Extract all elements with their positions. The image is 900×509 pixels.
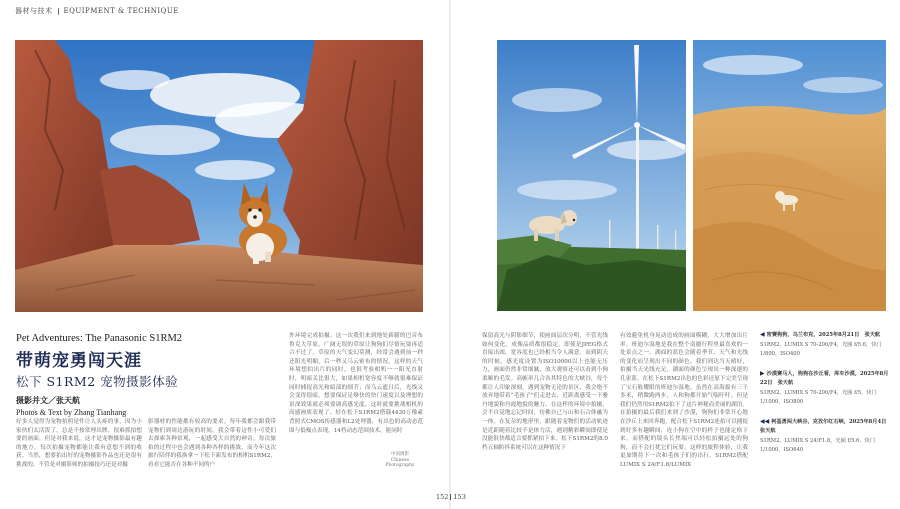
caption-2-detail: S1RM2，LUMIX S 70-200/F4，光圈 f/5，快门 1/1000，ISO800 <box>760 389 877 405</box>
canyon-corgi-photo <box>15 40 423 312</box>
page-number-right: 153 <box>453 493 466 501</box>
page-gutter <box>449 0 451 509</box>
body-column-1: 好多人觉得为宠物拍照是件让人头疼的事，因为小家伙们太活泼了，总是不按常理出牌，很难抓拍想要的画面。但是对我来说，这才是宠物摄影最有趣的地方。每次拍摄宠物都能让我有意想不到的收获。当然，想要拍出好的宠物摄影作品也还是很有挑战的，不管是对摄影师的拍摄技巧还是对摄 <box>16 419 142 468</box>
credit-en-1: Chinese <box>390 457 410 463</box>
body-column-3: 外环境完成拍摄。这一次我们来到地处新疆的巴音布鲁克大草原，广阔无垠的草原让狗狗们尽情玩耍再适合不过了。草原的天气变幻莫测，经常会遇到前一秒还阳光明媚，后一秒又乌云密布的情况，这样的天气环境想拍出片的同时，也很考验相机一一阳光直射时，明暗关比很大，如果相机宽容度不够就很难保证同时捕捉高光和暗部的细节；而乌云遮日后，光线又会变得很暗，想要保证足够快的快门速度以及理想的景深效果就必须要调高感光度，这时就要挑战相机的高感画质表现了。好在松下S1RM2搭载4430万像素背照式CMOS传感器和L2处理器，有出色的高动态范围与低噪点表现，14档动态范围技术，能同时 <box>289 333 423 434</box>
folio-divider <box>450 494 451 500</box>
caption-2-head: 沙漠赛马人，狗狗在沙丘看，库车沙漠，2025年8月22日 张天航 <box>760 370 889 386</box>
running-head-cn: 器材与技术 <box>15 7 53 15</box>
chinese-title: 带萌宠勇闯天涯 <box>16 351 142 371</box>
page-number-left: 152 <box>436 493 449 501</box>
byline-english: Photos & Text by Zhang Tianhang <box>16 408 127 417</box>
caption-right-arrow-icon: ▶ <box>760 369 765 377</box>
photo-captions <box>760 330 895 465</box>
body-column-2: 影器材的性能都有较高的要求。每年我都会跟我带宠物们到周边游玩的时间，我会带着这性小可爱们去探索各种景观，一起感受大自然的神奇。每次旅拍的过程中也会遇到各种各样的挑战，而今年这次旅行陪伴的我换拿一下松下新发布的相机S1RM2，看看它能否在各种不同的户 <box>148 419 276 468</box>
caption-1-head: 密赛狗狗，乌兰布克，2025年8月21日 张天航 <box>766 332 881 338</box>
article-title-block <box>16 333 276 417</box>
caption-3-head: 柯基勇闯大峡谷，克孜尔红石峡，2025年8月4日 张天航 <box>760 418 892 434</box>
english-title: Pet Adventures: The Panasonic S1RM2 <box>16 333 183 344</box>
caption-2 <box>760 369 895 408</box>
caption-3-detail: S1RM2，LUMIX S 24/F1.8，光圈 f/5.6，快门 1/1000，ISO640 <box>760 437 875 453</box>
credit-cn: 中国摄影 <box>391 452 409 457</box>
body-column-5: 有效避免机身晃动造成的画面模糊，大大增加出片率。班迪尔湿地是我在整个南疆行程里最喜欢的一处景点之一。湖面的蓝色会随着季节、天气和光线的变化而呈现出不同的颜色，我们到达当天晴好，拍摄当天光线充足，湖面的颜色呈现出一种深邃的孔雀蓝。在松下S1RM2出色的色彩还原下完美呈现了宝石般耀眼的班迪尔湿地，虽然在高海拔有三千多米，稍微跑两步，人和狗都开始气喘吁吁。但是我们仍然用S1RM2拍下了这片神秘而美丽的湖泊。在拍摄的最后我们来到了沙漠，狗狗们非常开心地在沙丘上来回奔跑，配合松下S1RM2连拍可以捕捉到好多有趣瞬间，连小狗在空中的样子也能定格下来。而搭配的镜头长焦端可以轻松拍摄远处的狗狗，而不会打扰它们玩耍。这样的旅程体验，让我更加期待下一次和毛孩子们的出行。S1RM2搭配LUMIX S 24/F1.8/LUMIX <box>620 333 748 468</box>
caption-1-detail: S1RM2，LUMIX S 70-200/F4，光圈 f/5.6，快门 1/800，ISO400 <box>760 341 882 357</box>
running-head <box>15 6 179 16</box>
running-head-en: EQUIPMENT & TECHNIQUE <box>63 7 179 15</box>
caption-1 <box>760 330 895 360</box>
desert-dog-photo <box>693 40 886 311</box>
caption-3 <box>760 417 895 456</box>
page-numbers <box>436 493 466 501</box>
credit-en-2: Photography <box>385 463 415 468</box>
body-column-4: 保留高光与阴影细节，使画面层次分明，不管光线如何变化，成像品质都很稳定。即使是JPEG格式直接出图，宽容度也已经相当令人满意。而到阴天的时候，感光度设置为ISO10000以上也能无压力，画面仍然非常细腻，放大观察还可以看到小狗柔顺的毛发。高帧率几合各其特色的大峡谷，每个都让人印象深刻。遇到宠物无论的景区，我会绝不放弃地带着“毛孩子”们走进去，近距离感受一下雅丹地貌和丹霞地貌的魅力。在这样的环境中拍摄，会不自觉地忘记时间，仿佛自己与山和石合体融为一体。在复杂的地形里，跟随着宠物们的活动轨迹是近距随着比较不是体力活，遇到精彩瞬间即使是没能很快都适合要抓紧拍下来。松下S1RM2的8.0档五轴防抖系统可以在这种情况下 <box>482 333 608 451</box>
magazine-credit <box>380 452 420 469</box>
caption-up-arrow-icon: ◀ <box>760 331 765 338</box>
byline-chinese: 摄影并文／张天航 <box>16 395 80 405</box>
running-head-divider <box>58 8 59 15</box>
caption-double-left-arrow-icon: ◀◀ <box>760 417 770 425</box>
wind-turbine-dog-photo <box>497 40 686 311</box>
chinese-subtitle: 松下 S1RM2 宠物摄影体验 <box>16 374 179 389</box>
